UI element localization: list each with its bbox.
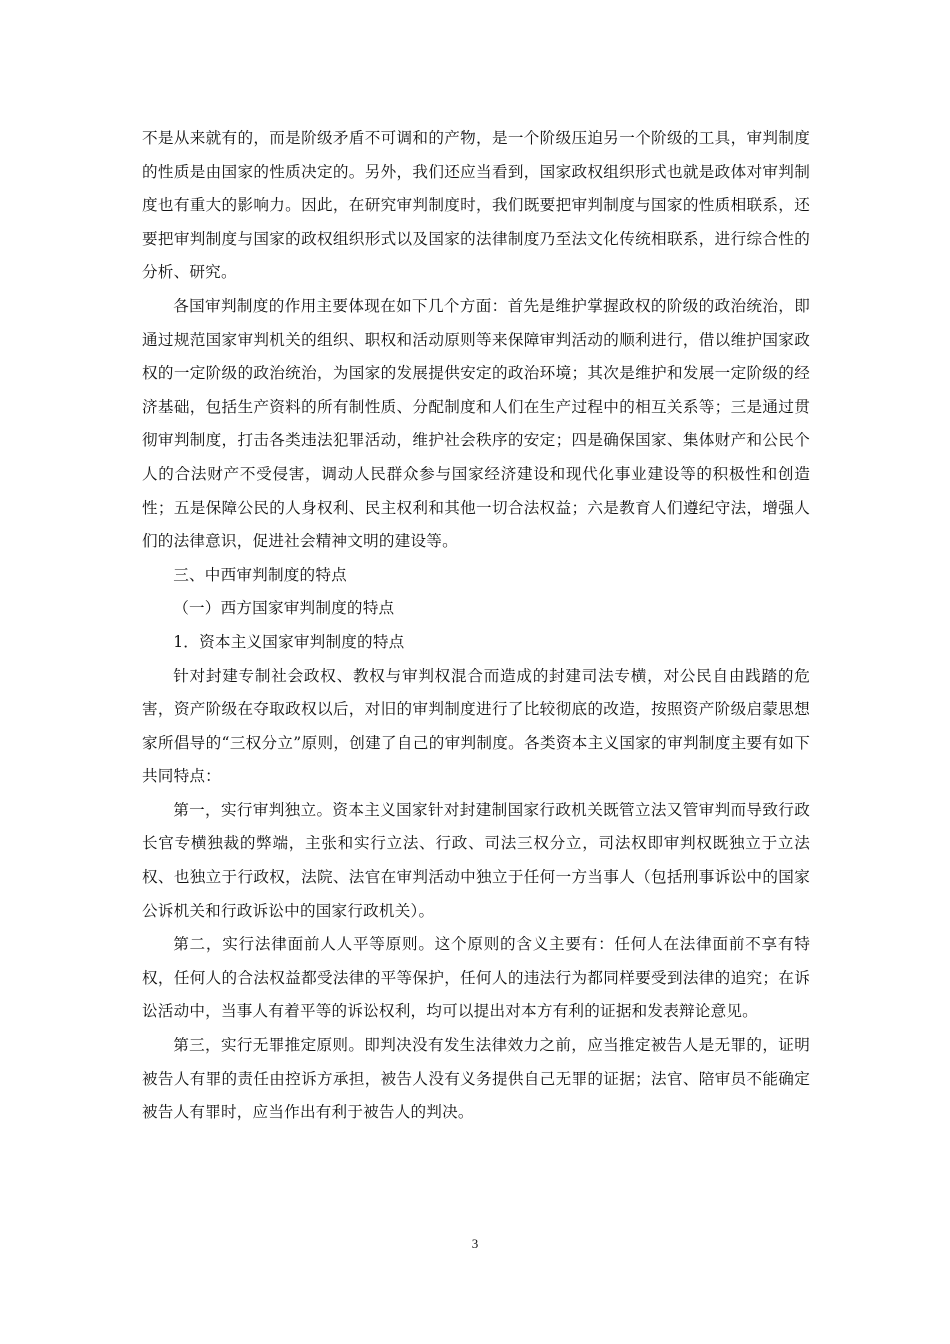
paragraph-presumption-of-innocence: 第三，实行无罪推定原则。即判决没有发生法律效力之前，应当推定被告人是无罪的，证明被告人有罪的责任由控诉方承担，被告人没有义务提供自己无罪的证据；法官、陪审员不能确定被告人有罪时，应当作出有利于被告人的判决。 [142,1036,810,1122]
paragraph-continued: 不是从来就有的，而是阶级矛盾不可调和的产物，是一个阶级压迫另一个阶级的工具，审判制度的性质是由国家的性质决定的。另外，我们还应当看到，国家政权组织形式也就是政体对审判制度也有重大的影响力。因此，在研究审判制度时，我们既要把审判制度与国家的性质相联系，还要把审判制度与国家的政权组织形式以及国家的法律制度乃至法文化传统相联系，进行综合性的分析、研究。 [142,129,810,282]
subsection-heading-western: （一）西方国家审判制度的特点 [173,599,395,618]
subsubsection-heading-capitalist: 1．资本主义国家审判制度的特点 [173,632,405,651]
paragraph-equality-before-law: 第二，实行法律面前人人平等原则。这个原则的含义主要有：任何人在法律面前不享有特权，任何人的合法权益都受法律的平等保护，任何人的违法行为都同样要受到法律的追究；在诉讼活动中，当事人有着平等的诉讼权利，均可以提出对本方有利的证据和发表辩论意见。 [142,935,810,1021]
paragraph-judicial-functions: 各国审判制度的作用主要体现在如下几个方面：首先是维护掌握政权的阶级的政治统治，即通过规范国家审判机关的组织、职权和活动原则等来保障审判活动的顺利进行，借以维护国家政权的一定阶级的政治统治，为国家的发展提供安定的政治环境；其次是维护和发展一定阶级的经济基础，包括生产资料的所有制性质、分配制度和人们在生产过程中的相互关系等；三是通过贯彻审判制度，打击各类违法犯罪活动，维护社会秩序的安定；四是确保国家、集体财产和公民个人的合法财产不受侵害，调动人民群众参与国家经济建设和现代化事业建设等的积极性和创造性；五是保障公民的人身权利、民主权利和其他一切合法权益；六是教育人们遵纪守法，增强人们的法律意识，促进社会精神文明的建设等。 [142,296,810,551]
page-number: 3 [471,1236,479,1251]
section-heading-3: 三、中西审判制度的特点 [173,565,347,584]
paragraph-three-powers: 针对封建专制社会政权、教权与审判权混合而造成的封建司法专横，对公民自由践踏的危害，资产阶级在夺取政权以后，对旧的审判制度进行了比较彻底的改造，按照资产阶级启蒙思想家所倡导的“三权分立”原则，创建了自己的审判制度。各类资本主义国家的审判制度主要有如下共同特点： [142,666,810,786]
document-body [142,122,810,1130]
paragraph-judicial-independence: 第一，实行审判独立。资本主义国家针对封建制国家行政机关既管立法又管审判而导致行政长官专横独裁的弊端，主张和实行立法、行政、司法三权分立，司法权即审判权既独立于立法权、也独立于行政权，法院、法官在审判活动中独立于任何一方当事人（包括刑事诉讼中的国家公诉机关和行政诉讼中的国家行政机关）。 [142,800,810,920]
